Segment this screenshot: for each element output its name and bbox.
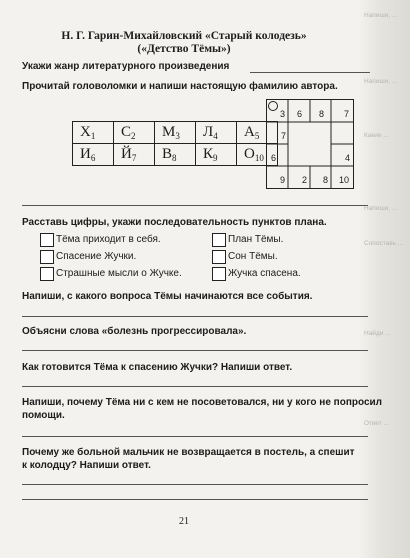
- grid-cell: $И_6$: [73, 144, 114, 166]
- plan-item: План Тёмы.: [228, 234, 284, 245]
- plan-number-box[interactable]: [40, 250, 54, 264]
- question-plan-order: Расставь цифры, укажи последовательность пунктов плана.: [22, 217, 327, 228]
- facing-page-bleed: Напиши, ... Напиши, ... Какие ... Напиши, ... Сопоставь ... Найди ... Ответ ...: [358, 0, 410, 558]
- page-number: 21: [179, 516, 189, 527]
- square-number: 4: [345, 153, 351, 163]
- square-number: 2: [302, 175, 308, 185]
- answer-line-surname[interactable]: [22, 205, 368, 206]
- square-number: 8: [323, 175, 329, 185]
- question-first-question: Напиши, с какого вопроса Тёмы начинаются все события.: [22, 291, 313, 302]
- plan-number-box[interactable]: [40, 267, 54, 281]
- square-number: 9: [280, 175, 286, 185]
- square-number: 7: [344, 109, 350, 119]
- plan-number-box[interactable]: [40, 233, 54, 247]
- letter-grid: [72, 121, 278, 166]
- plan-item: Спасение Жучки.: [56, 251, 137, 262]
- square-number: 6: [271, 153, 277, 163]
- grid-cell: $А_5$: [237, 122, 278, 144]
- grid-cell: $Л_4$: [196, 122, 237, 144]
- title-line-2: («Детство Тёмы»): [137, 43, 231, 55]
- question-puzzle: Прочитай головоломки и напиши настоящую фамилию автора.: [22, 81, 338, 92]
- grid-cell: $О_{10}$: [237, 144, 278, 166]
- answer-line[interactable]: [22, 386, 368, 387]
- question-genre: Укажи жанр литературного произведения: [22, 61, 230, 72]
- answer-line-genre[interactable]: [250, 72, 370, 73]
- answer-line[interactable]: [22, 499, 368, 500]
- square-number: 6: [297, 109, 303, 119]
- grid-cell: $В_8$: [155, 144, 196, 166]
- plan-number-box[interactable]: [212, 233, 226, 247]
- square-number: 8: [319, 109, 325, 119]
- plan-item: Жучка спасена.: [228, 268, 301, 279]
- question-why-alone-1: Напиши, почему Тёма ни с кем не посоветовался, ни у кого не попросил: [22, 397, 382, 408]
- grid-cell: $С_2$: [114, 122, 155, 144]
- answer-line[interactable]: [22, 484, 368, 485]
- answer-line[interactable]: [22, 316, 368, 317]
- answer-line[interactable]: [22, 436, 368, 437]
- square-number: 7: [281, 131, 287, 141]
- grid-cell: $К_9$: [196, 144, 237, 166]
- question-well-1: Почему же больной мальчик не возвращается в постель, а спешит: [22, 447, 355, 458]
- answer-line[interactable]: [22, 350, 368, 351]
- title-line-1: Н. Г. Гарин-Михайловский «Старый колодезь»: [61, 30, 307, 42]
- plan-item: Сон Тёмы.: [228, 251, 278, 262]
- question-preparation: Как готовится Тёма к спасению Жучки? Напиши ответ.: [22, 362, 293, 373]
- plan-number-box[interactable]: [212, 267, 226, 281]
- question-well-2: к колодцу? Напиши ответ.: [22, 460, 151, 471]
- question-why-alone-2: помощи.: [22, 410, 65, 421]
- square-number: 10: [339, 175, 350, 185]
- plan-number-box[interactable]: [212, 250, 226, 264]
- grid-cell: $М_3$: [155, 122, 196, 144]
- square-number: 3: [280, 109, 286, 119]
- plan-item: Тёма приходит в себя.: [56, 234, 161, 245]
- number-square-puzzle: [266, 99, 354, 189]
- grid-cell: $Й_7$: [114, 144, 155, 166]
- grid-cell: $Х_1$: [73, 122, 114, 144]
- question-explain-words: Объясни слова «болезнь прогрессировала».: [22, 326, 247, 337]
- plan-item: Страшные мысли о Жучке.: [56, 268, 182, 279]
